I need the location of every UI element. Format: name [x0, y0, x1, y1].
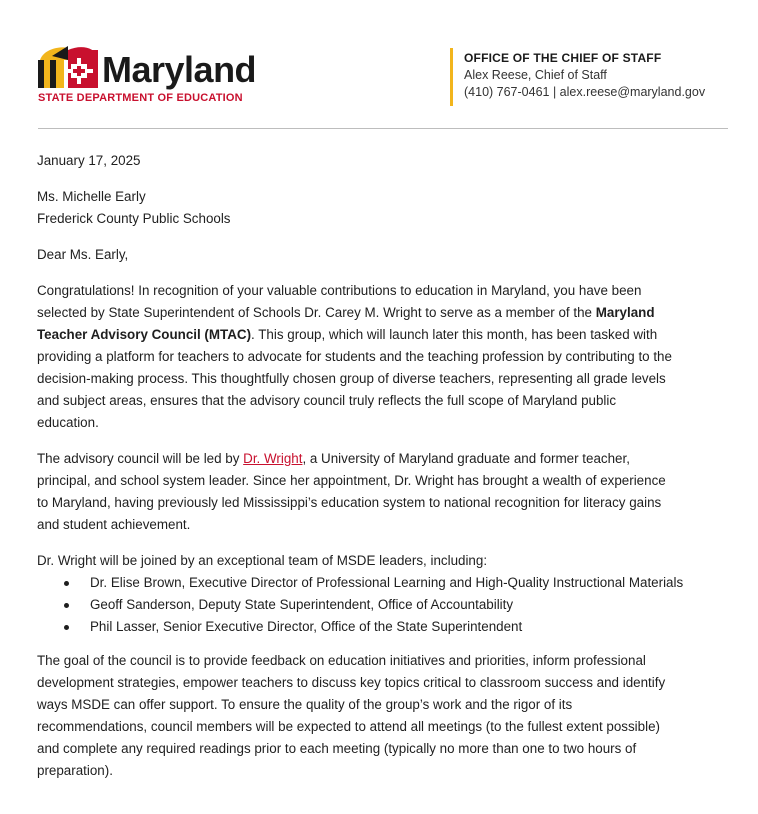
header-divider	[450, 48, 453, 106]
bullet-icon	[64, 581, 69, 586]
office-block	[464, 50, 705, 101]
p1-text: selected by State Superintendent of Schools Dr. Carey M. Wright to serve as a member of the	[37, 305, 596, 320]
p1-line: providing a platform for teachers to advocate for students and the teaching profession by contributing to the	[37, 349, 672, 364]
council-name-bold: Teacher Advisory Council (MTAC)	[37, 327, 252, 342]
logo-subtitle: STATE DEPARTMENT OF EDUCATION	[38, 92, 243, 104]
p1-line: and subject areas, ensures that the advisory council truly reflects the full scope of Maryland public	[37, 393, 617, 408]
p2-text: , a University of Maryland graduate and former teacher,	[302, 451, 630, 466]
list-item	[37, 572, 737, 594]
office-name: Alex Reese, Chief of Staff	[464, 68, 607, 82]
office-title: OFFICE OF THE CHIEF OF STAFF	[464, 51, 662, 65]
paragraph-1	[37, 280, 737, 434]
team-member: Geoff Sanderson, Deputy State Superintendent, Office of Accountability	[90, 597, 514, 612]
office-contact: (410) 767-0461 | alex.reese@maryland.gov	[464, 85, 706, 99]
p4-line: ways MSDE can offer support. To ensure the quality of the group’s work and the rigor of its	[37, 697, 573, 712]
p1-line: Congratulations! In recognition of your valuable contributions to education in Maryland, you have been	[37, 283, 642, 298]
list-item	[37, 594, 737, 616]
header-rule	[38, 128, 728, 129]
letter-body	[37, 150, 737, 782]
recipient-org: Frederick County Public Schools	[37, 211, 231, 226]
team-member: Phil Lasser, Senior Executive Director, Office of the State Superintendent	[90, 619, 523, 634]
team-intro: Dr. Wright will be joined by an exceptional team of MSDE leaders, including:	[37, 553, 488, 568]
list-item	[37, 616, 737, 638]
p2-line: principal, and school system leader. Since her appointment, Dr. Wright has brought a wealth of experience	[37, 473, 666, 488]
p4-line: preparation).	[37, 763, 113, 778]
paragraph-4	[37, 650, 737, 782]
bullet-icon	[64, 603, 69, 608]
team-member: Dr. Elise Brown, Executive Director of Professional Learning and High-Quality Instructional Materials	[90, 575, 684, 590]
msde-logo	[38, 44, 278, 108]
p1-line: education.	[37, 415, 99, 430]
logo-wordmark: Maryland	[102, 49, 257, 90]
paragraph-2	[37, 448, 737, 536]
council-name-bold: Maryland	[595, 305, 655, 320]
p1-text: . This group, which will launch later this month, has been tasked with	[251, 327, 658, 342]
p1-line	[37, 302, 737, 324]
p2-line	[37, 448, 737, 470]
p1-line: decision-making process. This thoughtfully chosen group of diverse teachers, representing all grade levels	[37, 371, 666, 386]
p4-line: recommendations, council members will be expected to attend all meetings (to the fullest extent possible)	[37, 719, 660, 734]
p2-line: and student achievement.	[37, 517, 191, 532]
dr-wright-link[interactable]: Dr. Wright	[243, 451, 303, 466]
p4-line: and complete any required readings prior to each meeting (typically no more than one to two hours of	[37, 741, 637, 756]
bullet-icon	[64, 625, 69, 630]
p2-line: to Maryland, having previously led Mississippi’s education system to national recognition for literacy gains	[37, 495, 662, 510]
p2-text: The advisory council will be led by	[37, 451, 244, 466]
recipient-name: Ms. Michelle Early	[37, 189, 146, 204]
p1-line	[37, 324, 737, 346]
salutation: Dear Ms. Early,	[37, 247, 129, 262]
team-list	[37, 572, 737, 638]
p4-line: The goal of the council is to provide feedback on education initiatives and priorities, inform professional	[37, 653, 646, 668]
p4-line: development strategies, empower teachers to discuss key topics critical to classroom success and identify	[37, 675, 666, 690]
maryland-flag-icon	[38, 46, 98, 88]
letter-date: January 17, 2025	[37, 153, 141, 168]
